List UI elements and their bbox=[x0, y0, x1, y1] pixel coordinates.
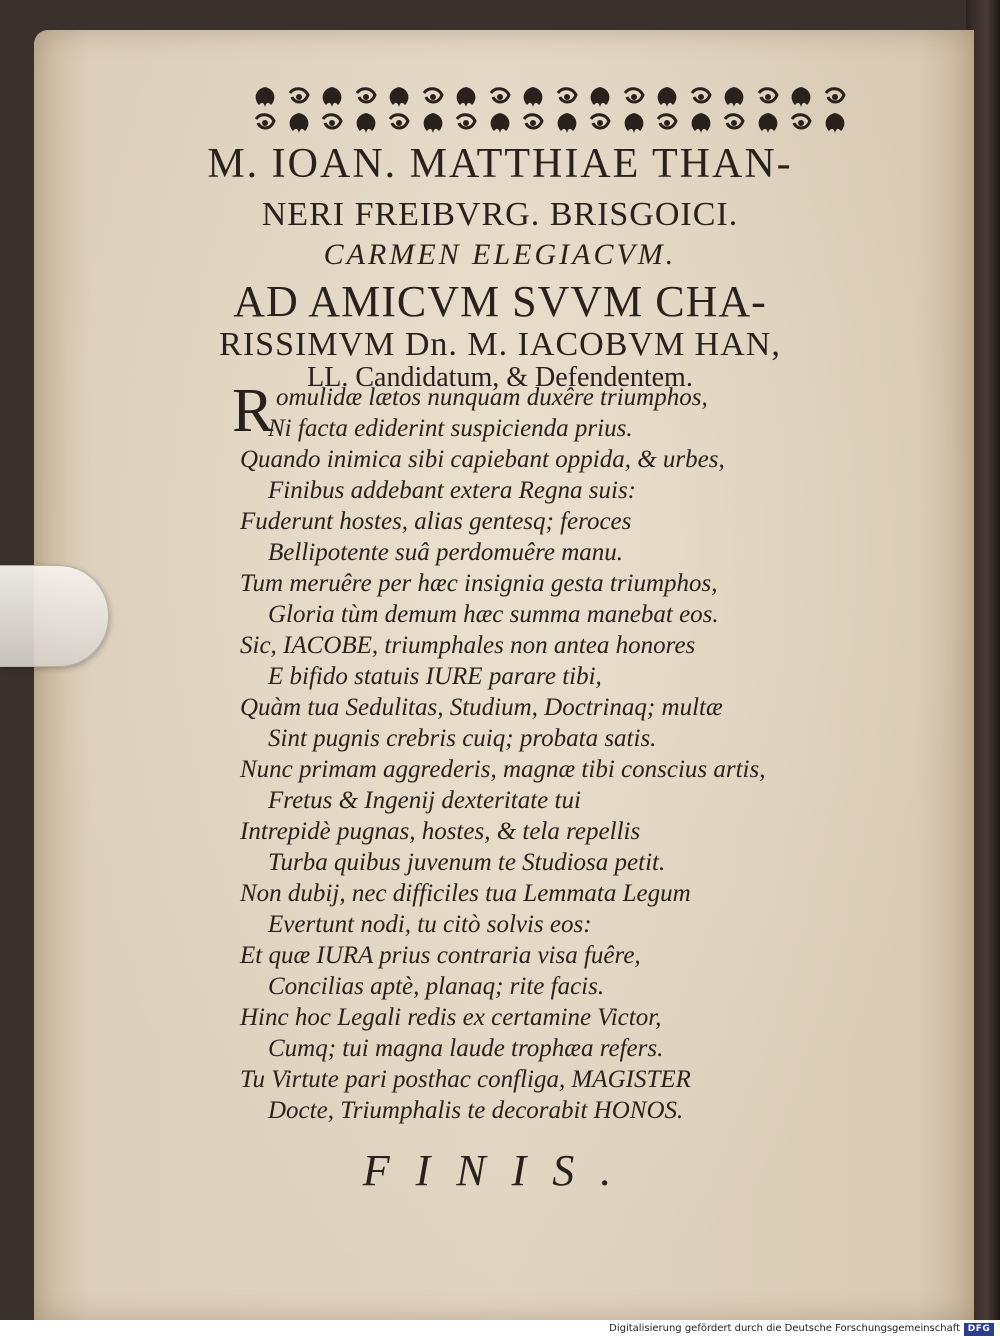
fleuron-icon bbox=[284, 83, 314, 137]
poem-line: Quando inimica sibi capiebant oppida, & urbes, bbox=[240, 446, 725, 473]
poem-line: Turba quibus juvenum te Studiosa petit. bbox=[268, 849, 666, 876]
poem-line: Et quæ IURA prius contraria visa fuêre, bbox=[240, 942, 641, 969]
footer-bar bbox=[0, 1320, 1000, 1340]
fleuron-icon bbox=[619, 83, 649, 137]
fleuron-icon bbox=[652, 83, 682, 137]
poem-line: Docte, Triumphalis te decorabit HONOS. bbox=[268, 1097, 684, 1124]
page-clip bbox=[0, 565, 109, 667]
poem-line: Tum meruêre per hæc insignia gesta triumphos, bbox=[240, 570, 718, 597]
poem-line: Concilias aptè, planaq; rite facis. bbox=[268, 973, 605, 1000]
fleuron-icon bbox=[317, 83, 347, 137]
fleuron-icon bbox=[585, 83, 615, 137]
fleuron-icon bbox=[518, 83, 548, 137]
title-line-1: M. IOAN. MATTHIAE THAN- bbox=[207, 141, 793, 187]
title-line-5: RISSIMVM Dn. M. IACOBVM HAN, bbox=[219, 326, 781, 363]
poem-line: Quàm tua Sedulitas, Studium, Doctrinaq; multæ bbox=[240, 694, 723, 721]
poem-line: Finibus addebant extera Regna suis: bbox=[268, 477, 636, 504]
title-line-4: AD AMICVM SVVM CHA- bbox=[233, 277, 767, 326]
poem-line: Cumq; tui magna laude trophæa refers. bbox=[268, 1035, 664, 1062]
poem-line: Fretus & Ingenij dexteritate tui bbox=[268, 787, 581, 814]
poem-line: Sic, IACOBE, triumphales non antea honores bbox=[240, 632, 696, 659]
fleuron-icon bbox=[820, 83, 850, 137]
fleuron-icon bbox=[786, 83, 816, 137]
poem-line: Non dubij, nec difficiles tua Lemmata Legum bbox=[240, 880, 691, 907]
poem-line: Bellipotente suâ perdomuêre manu. bbox=[268, 539, 624, 566]
fleuron-icon bbox=[451, 83, 481, 137]
dfg-logo-icon: DFG bbox=[964, 1323, 994, 1336]
poem-line: Nunc primam aggrederis, magnæ tibi conscius artis, bbox=[240, 756, 766, 783]
fleuron-icon bbox=[384, 83, 414, 137]
poem-line: E bifido statuis IURE parare tibi, bbox=[268, 663, 602, 690]
fleuron-icon bbox=[552, 83, 582, 137]
poem-line: Evertunt nodi, tu citò solvis eos: bbox=[268, 911, 592, 938]
fleuron-icon bbox=[250, 83, 280, 137]
title-line-6: LL. Candidatum, & Defendentem. bbox=[307, 362, 693, 393]
poem-line: Sint pugnis crebris cuiq; probata satis. bbox=[268, 725, 657, 752]
fleuron-icon bbox=[418, 83, 448, 137]
finis-mark: FINIS. bbox=[362, 1146, 638, 1195]
fleuron-icon bbox=[686, 83, 716, 137]
ornament-border bbox=[250, 80, 850, 140]
poem-body bbox=[240, 382, 860, 1126]
fleuron-icon bbox=[719, 83, 749, 137]
footer-credit: Digitalisierung gefördert durch die Deutsche Forschungsgemeinschaft bbox=[609, 1323, 960, 1334]
poem-line: Ni facta ediderint suspicienda prius. bbox=[268, 415, 633, 442]
poem-line: Gloria tùm demum hæc summa manebat eos. bbox=[268, 601, 719, 628]
poem-line-first: omulidæ lætos nunquam duxêre triumphos, bbox=[276, 384, 708, 411]
fleuron-icon bbox=[351, 83, 381, 137]
fleuron-icon bbox=[753, 83, 783, 137]
poem-line: Tu Virtute pari posthac confliga, MAGISTER bbox=[240, 1066, 691, 1093]
title-line-3: CARMEN ELEGIACVM. bbox=[323, 238, 677, 271]
poem-line: Fuderunt hostes, alias gentesq; feroces bbox=[240, 508, 632, 535]
fleuron-icon bbox=[485, 83, 515, 137]
poem-line: Intrepidè pugnas, hostes, & tela repellis bbox=[240, 818, 641, 845]
title-line-2: NERI FREIBVRG. BRISGOICI. bbox=[261, 196, 739, 233]
drop-cap: R bbox=[232, 377, 274, 445]
poem-line: Hinc hoc Legali redis ex certamine Victor, bbox=[240, 1004, 662, 1031]
